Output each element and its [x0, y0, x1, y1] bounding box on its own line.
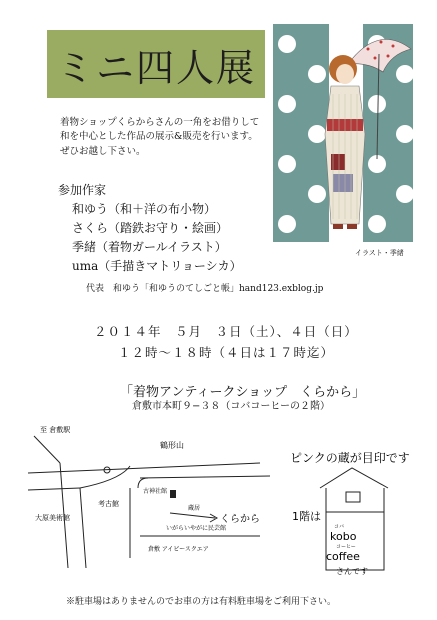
shop-address: 倉敷市本町９−３８（コバコーヒーの２階） — [132, 401, 330, 412]
artist-item: 季緒（着物ガールイラスト） — [72, 240, 227, 254]
map-ivy: 倉敷 アイビースクエア — [148, 546, 209, 553]
map-mountain: 鶴形山 — [160, 441, 184, 450]
title-banner — [47, 30, 265, 98]
representative-line: 代表 和ゆう「和ゆうのてしごと帳」hand123.exblog.jp — [86, 284, 324, 294]
artists-heading: 参加作家 — [58, 183, 107, 197]
access-map — [20, 418, 270, 588]
event-date: ２０１４年 ５月 ３日（土）、４日（日） — [94, 324, 358, 339]
map-museum: 大原美術館 — [35, 514, 70, 522]
intro-line-3: ぜひお越し下さい。 — [60, 146, 146, 157]
map-station: 至 倉敷駅 — [40, 426, 71, 434]
storehouse-coffee-kana: コーヒー — [336, 544, 356, 550]
storehouse-caption: ピンクの蔵が目印です — [290, 451, 410, 465]
map-arrow-label: くらから — [220, 514, 260, 525]
artist-item: 和ゆう（和＋洋の布小物） — [72, 202, 217, 216]
storehouse-koba: コバ — [334, 524, 345, 530]
shop-name: 「着物アンティークショップ くらから」 — [120, 385, 366, 400]
storehouse-coffee: coffee — [326, 550, 360, 563]
storehouse-end: さんです — [336, 567, 368, 576]
artist-item: uma（手描きマトリョーシカ） — [72, 259, 242, 273]
event-hours: １２時〜１８時（４日は１７時迄） — [118, 345, 335, 360]
map-kojin: 古神社館 — [143, 488, 168, 495]
parking-note: ※駐車場はありませんのでお車の方は有料駐車場をご利用下さい。 — [66, 597, 337, 607]
map-kokokan: 考古館 — [98, 500, 119, 508]
intro-line-2: 和を中心とした作品の展示&販売を行います。 — [60, 131, 258, 142]
map-shop: 蔵居 — [188, 505, 201, 512]
page-title: ミニ四人展 — [55, 45, 256, 90]
storehouse-drawing — [280, 440, 420, 590]
map-igarashi: いがらいやがに民芸館 — [166, 525, 227, 532]
illustration-credit: イラスト・季緒 — [355, 249, 404, 257]
kimono-girl-illustration — [273, 24, 413, 242]
artist-item: さくら（踏鉄お守り・絵画） — [72, 221, 229, 235]
storehouse-floor: 1階は — [292, 510, 321, 523]
storehouse-kobo: kobo — [330, 530, 357, 543]
intro-line-1: 着物ショップくらからさんの一角をお借りして — [60, 117, 260, 128]
